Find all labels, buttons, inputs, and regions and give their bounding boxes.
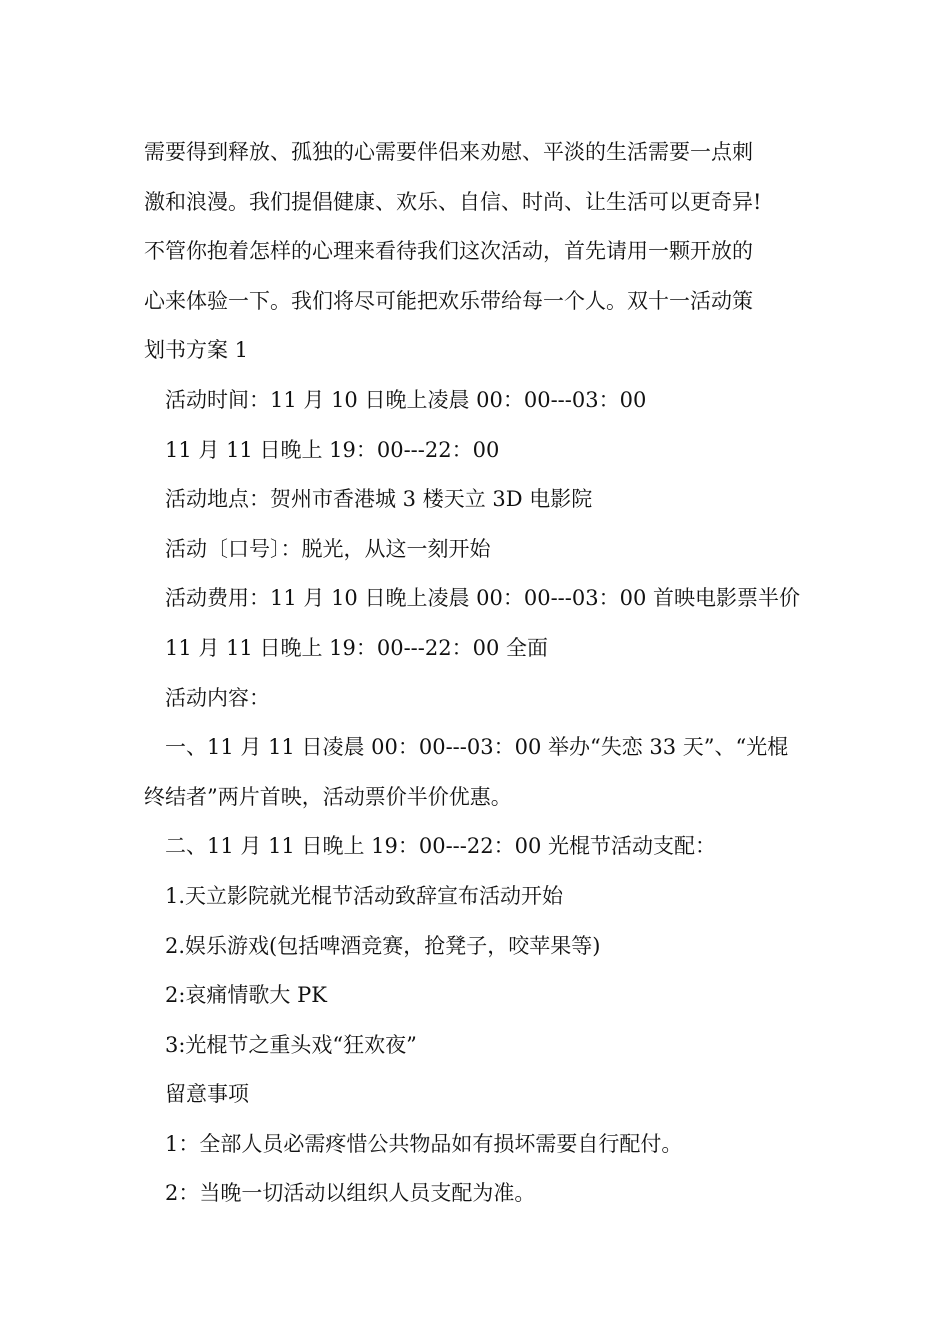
paragraph-line: 心来体验一下。我们将尽可能把欢乐带给每一个人。双十一活动策 bbox=[144, 288, 753, 313]
notes-heading: 留意事项 bbox=[165, 1082, 249, 1107]
paragraph-line: 需要得到释放、孤独的心需要伴侣来劝慰、平淡的生活需要一点刺 bbox=[144, 140, 753, 164]
note-item: 1：全部人员必需疼惜公共物品如有损坏需要自行配付。 bbox=[165, 1131, 683, 1156]
program-item: 2.娱乐游戏(包括啤酒竞赛，抢凳子，咬苹果等) bbox=[165, 933, 601, 958]
content-item-1: 一、11 月 11 日凌晨 00：00---03：00 举办“失恋 33 天”、“光棍 bbox=[165, 735, 789, 760]
content-item-1-continued: 终结者”两片首映，活动票价半价优惠。 bbox=[144, 784, 512, 809]
program-item: 2:哀痛情歌大 PK bbox=[165, 983, 327, 1008]
paragraph-line: 划书方案 1 bbox=[144, 338, 249, 363]
activity-time-line-2: 11 月 11 日晚上 19：00---22：00 bbox=[165, 437, 500, 462]
paragraph-line: 激和浪漫。我们提倡健康、欢乐、自信、时尚、让生活可以更奇异! bbox=[144, 189, 762, 214]
activity-location-line: 活动地点：贺州市香港城 3 楼天立 3D 电影院 bbox=[165, 487, 593, 512]
note-item: 2：当晚一切活动以组织人员支配为准。 bbox=[165, 1181, 536, 1206]
activity-slogan-line: 活动〔口号〕：脱光，从这一刻开始 bbox=[165, 536, 491, 561]
paragraph-line: 不管你抱着怎样的心理来看待我们这次活动，首先请用一颗开放的 bbox=[144, 239, 753, 264]
activity-time-line: 活动时间：11 月 10 日晚上凌晨 00：00---03：00 bbox=[165, 387, 647, 412]
document-body bbox=[144, 128, 814, 1219]
program-item: 3:光棍节之重头戏“狂欢夜” bbox=[165, 1032, 417, 1057]
activity-fee-line: 活动费用：11 月 10 日晚上凌晨 00：00---03：00 首映电影票半价 bbox=[165, 586, 800, 611]
program-item: 1.天立影院就光棍节活动致辞宣布活动开始 bbox=[165, 883, 564, 908]
content-item-2: 二、11 月 11 日晚上 19：00---22：00 光棍节活动支配： bbox=[165, 834, 716, 859]
activity-content-heading: 活动内容： bbox=[165, 685, 270, 710]
activity-fee-line-2: 11 月 11 日晚上 19：00---22：00 全面 bbox=[165, 635, 548, 660]
